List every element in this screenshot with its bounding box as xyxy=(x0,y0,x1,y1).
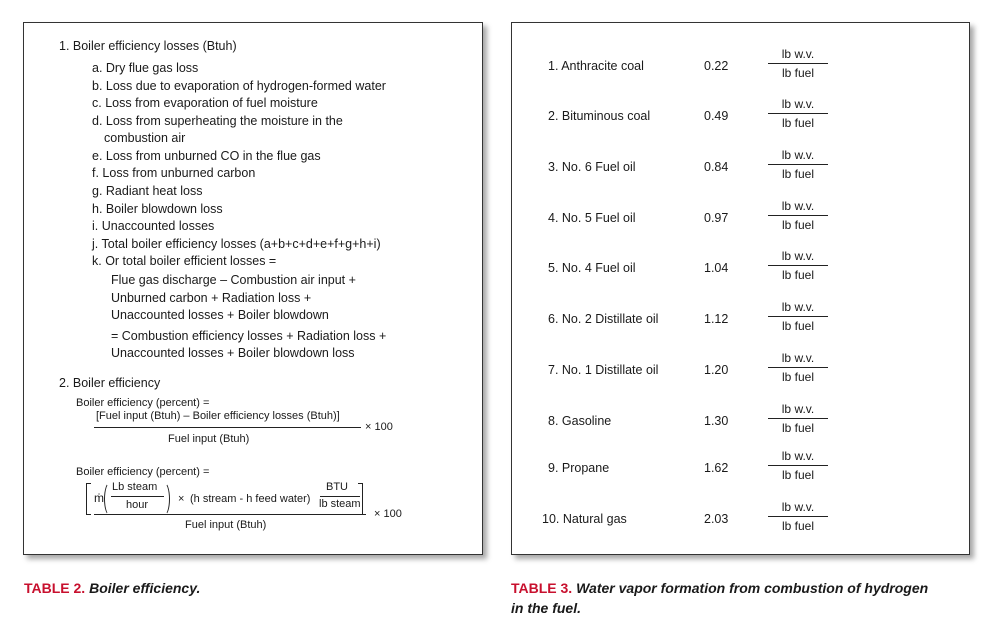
unit-denominator: lb fuel xyxy=(781,218,815,232)
unit-numerator: lb w.v. xyxy=(781,300,815,314)
formula1-numerator: [Fuel input (Btuh) – Boiler efficiency losses (Btuh)] xyxy=(96,410,340,422)
table3-caption-cont xyxy=(511,598,581,618)
loss-a: a. Dry flue gas loss xyxy=(92,61,199,75)
table-row xyxy=(512,351,969,391)
formula2-times: × xyxy=(178,493,185,505)
unit-fraction-bar xyxy=(768,367,828,368)
fuel-name: 5. No. 4 Fuel oil xyxy=(548,261,636,275)
unit-denominator: lb fuel xyxy=(781,468,815,482)
formula1-fraction-bar xyxy=(94,427,361,428)
unit-denominator: lb fuel xyxy=(781,421,815,435)
loss-d: d. Loss from superheating the moisture in the xyxy=(92,114,343,128)
fuel-name: 6. No. 2 Distillate oil xyxy=(548,312,659,326)
loss-k-line3: Unaccounted losses + Boiler blowdown xyxy=(111,308,329,322)
fuel-value: 1.20 xyxy=(704,363,729,377)
formula2-label: Boiler efficiency (percent) = xyxy=(76,466,210,478)
formula2-btu-bar xyxy=(320,496,360,497)
unit-denominator: lb fuel xyxy=(781,116,815,130)
unit-fraction-bar xyxy=(768,113,828,114)
unit-fraction-bar xyxy=(768,516,828,517)
formula2-lb-steam-den: lb steam xyxy=(319,498,361,510)
formula1-label: Boiler efficiency (percent) = xyxy=(76,397,210,409)
unit-fraction-bar xyxy=(768,63,828,64)
formula2-right-paren xyxy=(158,482,170,516)
unit-numerator: lb w.v. xyxy=(781,148,815,162)
table-row xyxy=(512,199,969,239)
fuel-name: 7. No. 1 Distillate oil xyxy=(548,363,659,377)
table-row xyxy=(512,97,969,137)
table2-caption-text: Boiler efficiency. xyxy=(89,580,201,596)
unit-numerator: lb w.v. xyxy=(781,351,815,365)
loss-k: k. Or total boiler efficient losses = xyxy=(92,254,277,268)
loss-b: b. Loss due to evaporation of hydrogen-formed water xyxy=(92,79,386,93)
unit-numerator: lb w.v. xyxy=(781,449,815,463)
fuel-name: 10. Natural gas xyxy=(542,512,627,526)
table-row xyxy=(512,402,969,442)
fuel-value: 2.03 xyxy=(704,512,729,526)
loss-c: c. Loss from evaporation of fuel moisture xyxy=(92,96,318,110)
table-row xyxy=(512,148,969,188)
fuel-name: 4. No. 5 Fuel oil xyxy=(548,211,636,225)
loss-j: j. Total boiler efficiency losses (a+b+c+d+e+f+g+h+i) xyxy=(92,237,381,251)
loss-d-cont: combustion air xyxy=(104,131,186,145)
unit-numerator: lb w.v. xyxy=(781,402,815,416)
unit-fraction-bar xyxy=(768,418,828,419)
formula2-hour: hour xyxy=(126,499,149,511)
fuel-value: 1.04 xyxy=(704,261,729,275)
formula2-left-bracket xyxy=(86,483,91,515)
loss-f: f. Loss from unburned carbon xyxy=(92,166,256,180)
formula2-btu: BTU xyxy=(326,481,348,493)
fuel-value: 1.12 xyxy=(704,312,729,326)
loss-k-line1: Flue gas discharge – Combustion air input + xyxy=(111,273,356,287)
fuel-name: 9. Propane xyxy=(548,461,610,475)
formula1-denominator: Fuel input (Btuh) xyxy=(168,433,250,445)
formula2-multiplier: × 100 xyxy=(374,508,402,520)
table3-panel xyxy=(511,22,970,555)
formula2-mdot: ṁ xyxy=(94,491,104,505)
loss-i: i. Unaccounted losses xyxy=(92,219,215,233)
unit-denominator: lb fuel xyxy=(781,519,815,533)
unit-numerator: lb w.v. xyxy=(781,500,815,514)
unit-fraction-bar xyxy=(768,316,828,317)
fuel-value: 0.22 xyxy=(704,59,729,73)
unit-fraction-bar xyxy=(768,265,828,266)
unit-denominator: lb fuel xyxy=(781,268,815,282)
table-row xyxy=(512,500,969,540)
table-row xyxy=(512,300,969,340)
fuel-value: 0.97 xyxy=(704,211,729,225)
table-row xyxy=(512,449,969,489)
table-row xyxy=(512,47,969,87)
fuel-value: 1.30 xyxy=(704,414,729,428)
unit-fraction-bar xyxy=(768,465,828,466)
fuel-value: 1.62 xyxy=(704,461,729,475)
unit-numerator: lb w.v. xyxy=(781,199,815,213)
formula2-lb-steam: Lb steam xyxy=(112,481,158,493)
formula2-right-bracket xyxy=(358,483,363,515)
table2-panel xyxy=(23,22,483,555)
formula2-middle: (h stream - h feed water) xyxy=(190,493,311,505)
formula2-inner-bar xyxy=(111,496,164,497)
table2-caption xyxy=(24,578,200,598)
loss-k-line5: Unaccounted losses + Boiler blowdown loss xyxy=(111,346,355,360)
loss-e: e. Loss from unburned CO in the flue gas xyxy=(92,149,321,163)
table3-caption-label: TABLE 3. xyxy=(511,580,573,596)
fuel-name: 3. No. 6 Fuel oil xyxy=(548,160,636,174)
loss-g: g. Radiant heat loss xyxy=(92,184,203,198)
unit-denominator: lb fuel xyxy=(781,319,815,333)
table3-caption-text-line2: in the fuel. xyxy=(511,600,581,616)
table2-caption-label: TABLE 2. xyxy=(24,580,86,596)
table-row xyxy=(512,249,969,289)
unit-denominator: lb fuel xyxy=(781,66,815,80)
fuel-name: 8. Gasoline xyxy=(548,414,612,428)
item2-heading: 2. Boiler efficiency xyxy=(59,376,161,390)
formula1-multiplier: × 100 xyxy=(365,421,393,433)
unit-numerator: lb w.v. xyxy=(781,47,815,61)
loss-k-line4: = Combustion efficiency losses + Radiation loss + xyxy=(111,329,387,343)
table3-caption xyxy=(511,578,928,598)
unit-denominator: lb fuel xyxy=(781,167,815,181)
table3-caption-text-line1: Water vapor formation from combustion of hydrogen xyxy=(576,580,929,596)
unit-numerator: lb w.v. xyxy=(781,249,815,263)
formula2-fraction-bar xyxy=(94,514,366,515)
loss-h: h. Boiler blowdown loss xyxy=(92,202,223,216)
formula2-denominator: Fuel input (Btuh) xyxy=(185,519,267,531)
loss-k-line2: Unburned carbon + Radiation loss + xyxy=(111,291,312,305)
fuel-value: 0.49 xyxy=(704,109,729,123)
unit-fraction-bar xyxy=(768,215,828,216)
fuel-name: 2. Bituminous coal xyxy=(548,109,651,123)
item1-heading: 1. Boiler efficiency losses (Btuh) xyxy=(59,39,237,53)
unit-fraction-bar xyxy=(768,164,828,165)
fuel-name: 1. Anthracite coal xyxy=(548,59,644,73)
unit-denominator: lb fuel xyxy=(781,370,815,384)
unit-numerator: lb w.v. xyxy=(781,97,815,111)
fuel-value: 0.84 xyxy=(704,160,729,174)
